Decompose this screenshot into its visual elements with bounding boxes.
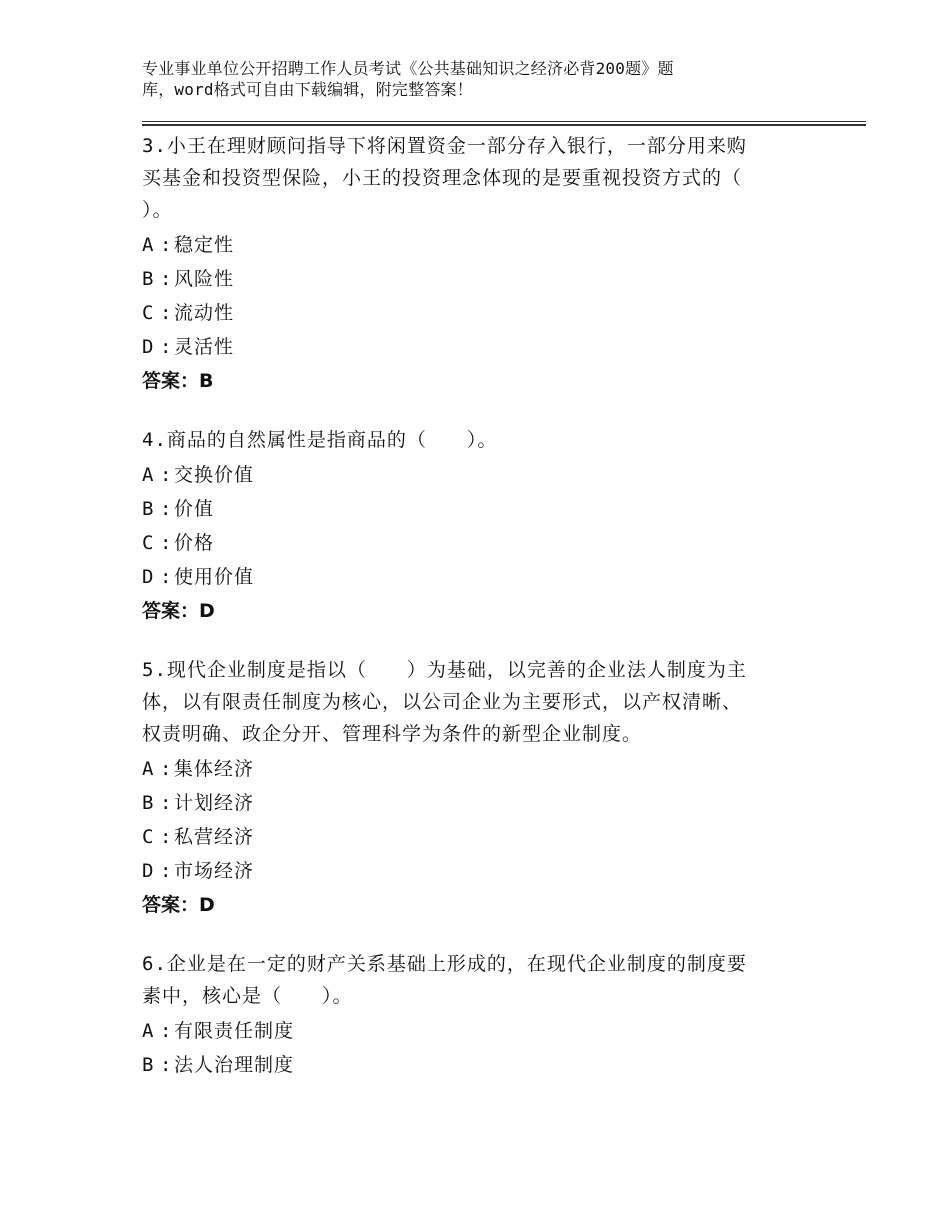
question-6-option-b: B :法人治理制度 (142, 1048, 812, 1082)
option-text: 稳定性 (174, 234, 235, 256)
question-6-line-2: 素中，核心是（ ）。 (142, 985, 353, 1007)
question-4-option-c: C :价格 (142, 526, 812, 560)
header-line-2: 库，word格式可自由下载编辑，附完整答案！ (142, 80, 473, 99)
question-5-option-b: B :计划经济 (142, 786, 812, 820)
option-text: 私营经济 (174, 826, 255, 848)
question-5-option-a: A :集体经济 (142, 752, 812, 786)
question-4-option-a: A :交换价值 (142, 458, 812, 492)
option-text: 市场经济 (174, 860, 255, 882)
option-text: 价格 (174, 532, 215, 554)
question-3-answer (142, 364, 812, 398)
question-6-line-1: 6.企业是在一定的财产关系基础上形成的，在现代企业制度的制度要 (142, 953, 747, 975)
option-letter: B (142, 268, 155, 290)
question-5-line-2: 体，以有限责任制度为核心，以公司企业为主要形式，以产权清晰、 (142, 691, 743, 713)
question-5-answer (142, 888, 812, 922)
question-3 (142, 130, 812, 398)
option-letter: C (142, 826, 155, 848)
option-letter: A (142, 1020, 155, 1042)
question-list (142, 128, 812, 1108)
question-6 (142, 948, 812, 1082)
answer-value: B (199, 370, 214, 392)
option-text: 交换价值 (174, 464, 255, 486)
option-text: 流动性 (174, 302, 235, 324)
option-letter: D (142, 860, 155, 882)
question-4-option-b: B :价值 (142, 492, 812, 526)
question-4-option-d: D :使用价值 (142, 560, 812, 594)
option-letter: D (142, 566, 155, 588)
option-text: 风险性 (174, 268, 235, 290)
option-letter: B (142, 1054, 155, 1076)
question-5 (142, 654, 812, 922)
header-divider-thick (142, 124, 866, 126)
question-5-option-d: D :市场经济 (142, 854, 812, 888)
answer-value: D (199, 894, 215, 916)
option-text: 使用价值 (174, 566, 255, 588)
question-5-option-c: C :私营经济 (142, 820, 812, 854)
answer-label: 答案： (142, 600, 200, 622)
question-3-line-3: ）。 (142, 199, 173, 221)
option-text: 价值 (174, 498, 215, 520)
answer-label: 答案： (142, 370, 200, 392)
question-3-option-d: D :灵活性 (142, 330, 812, 364)
option-letter: A (142, 464, 155, 486)
question-6-option-a: A :有限责任制度 (142, 1014, 812, 1048)
question-3-line-1: 3.小王在理财顾问指导下将闲置资金一部分存入银行，一部分用来购 (142, 135, 747, 157)
option-letter: B (142, 792, 155, 814)
question-3-option-a: A :稳定性 (142, 228, 812, 262)
question-4 (142, 424, 812, 628)
option-text: 法人治理制度 (174, 1054, 295, 1076)
option-letter: A (142, 234, 155, 256)
option-letter: C (142, 532, 155, 554)
question-3-line-2: 买基金和投资型保险，小王的投资理念体现的是要重视投资方式的（ (142, 167, 743, 189)
header-divider-thin (142, 121, 866, 122)
document-header (142, 58, 802, 100)
answer-value: D (199, 600, 215, 622)
question-3-option-c: C :流动性 (142, 296, 812, 330)
option-letter: C (142, 302, 155, 324)
question-4-answer (142, 594, 812, 628)
question-5-line-3: 权责明确、政企分开、管理科学为条件的新型企业制度。 (142, 723, 643, 745)
option-text: 有限责任制度 (174, 1020, 295, 1042)
question-5-line-1: 5.现代企业制度是指以（ ）为基础，以完善的企业法人制度为主 (142, 659, 747, 681)
option-letter: D (142, 336, 155, 358)
option-text: 计划经济 (174, 792, 255, 814)
answer-label: 答案： (142, 894, 200, 916)
option-text: 集体经济 (174, 758, 255, 780)
header-line-1: 专业事业单位公开招聘工作人员考试《公共基础知识之经济必背200题》题 (142, 59, 674, 78)
option-letter: B (142, 498, 155, 520)
question-4-line-1: 4.商品的自然属性是指商品的（ ）。 (142, 429, 498, 451)
question-3-option-b: B :风险性 (142, 262, 812, 296)
option-letter: A (142, 758, 155, 780)
option-text: 灵活性 (174, 336, 235, 358)
